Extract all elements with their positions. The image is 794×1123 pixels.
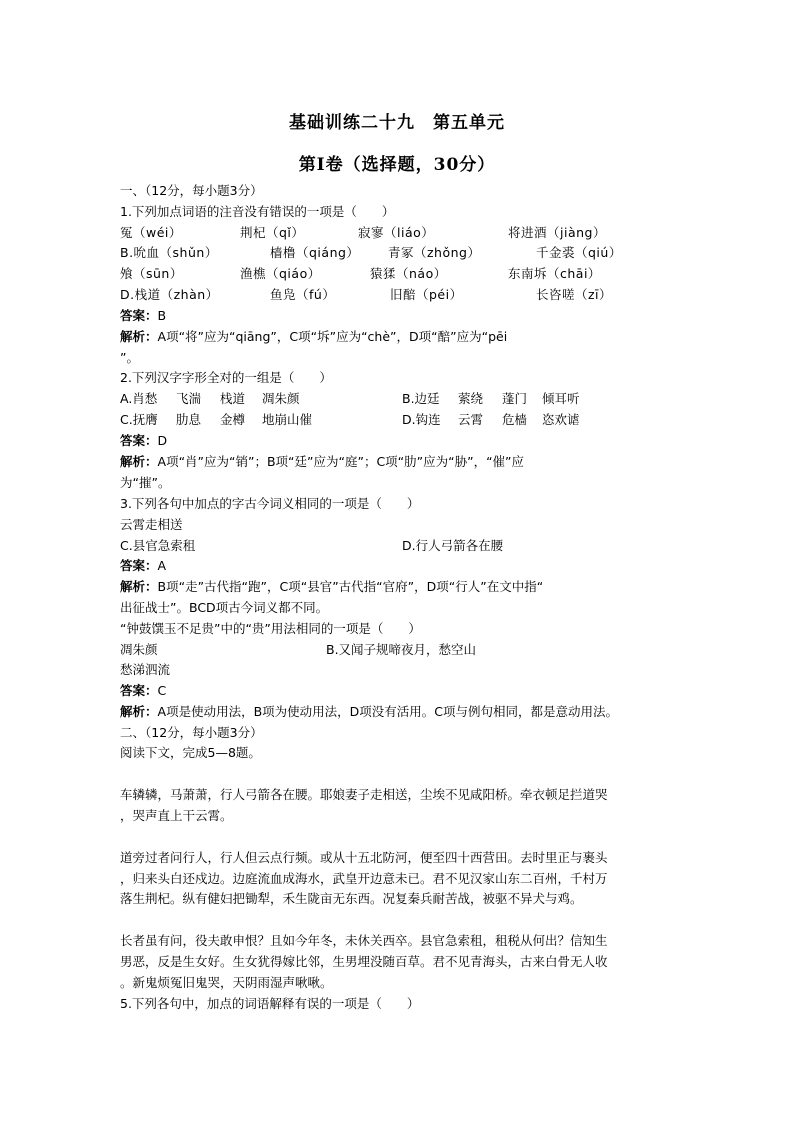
q4-stem: “钟鼓馔玉不足贵”中的“贵”用法相同的一项是（ ）	[120, 621, 421, 636]
q3-analysis-cont: 出征战士”。BCD项古今词义都不同。	[120, 600, 329, 615]
analysis-text: A项是使动用法，B项为使动用法，D项没有活用。C项与例句相同，都是意动用法。	[157, 704, 618, 719]
q1-option-c-2: 渔樵（qiáo）	[240, 266, 321, 281]
answer-label: 答案：	[120, 683, 158, 698]
passage-p2-line1: 道旁过者问行人，行人但云点行频。或从十五北防河，便至四十西营田。去时里正与裹头	[120, 850, 608, 865]
q2-option-c-3: 金樽	[220, 412, 246, 427]
passage-p1-line2: ，哭声直上干云霄。	[120, 808, 233, 823]
q1-option-b-3: 青冢（zhǒng）	[388, 245, 481, 260]
q1-option-a-3: 寂寥（liáo）	[358, 225, 435, 240]
q4-option-b: B.又闻子规啼夜月，愁空山	[326, 642, 477, 657]
q2-answer	[120, 433, 167, 449]
q3-option-c: C.县官急索租	[120, 538, 196, 553]
document-title: 基础训练二十九 第五单元	[289, 113, 505, 133]
section2-header: 二、（12分，每小题3分）	[120, 725, 263, 740]
answer-label: 答案：	[120, 433, 158, 448]
q2-option-d-2: 云霄	[458, 412, 484, 427]
q2-option-a-3: 栈道	[220, 391, 246, 406]
answer-value: B	[157, 308, 167, 323]
q1-option-b-2: 樯橹（qiáng）	[270, 245, 360, 260]
q2-option-d-4: 恣欢谑	[542, 412, 580, 427]
analysis-label: 解析：	[120, 329, 158, 344]
answer-value: D	[157, 433, 168, 448]
q2-option-c-4: 地崩山催	[262, 412, 313, 427]
q3-analysis	[120, 579, 543, 595]
passage-p1-line1: 车辚辚，马萧萧，行人弓箭各在腰。耶娘妻子走相送，尘埃不见咸阳桥。牵衣顿足拦道哭	[120, 787, 608, 802]
analysis-text: B项“走”古代指“跑”，C项“县官”古代指“官府”，D项“行人”在文中指“	[157, 579, 544, 594]
reading-intro: 阅读下文，完成5—8题。	[120, 745, 261, 760]
analysis-label: 解析：	[120, 704, 158, 719]
q2-option-b-2: 萦绕	[458, 391, 484, 406]
passage-p3-line1: 长者虽有问，役夫敢申恨？且如今年冬，未休关西卒。县官急索租，租税从何出？信知生	[120, 933, 608, 948]
q1-option-b-4: 千金裘（qiú）	[536, 245, 622, 260]
q1-stem: 1.下列加点词语的注音没有错误的一项是（ ）	[120, 204, 395, 219]
q1-option-b-1: B.吮血（shǔn）	[120, 245, 218, 260]
answer-label: 答案：	[120, 308, 158, 323]
q2-option-d-3: 危樯	[502, 412, 528, 427]
q1-option-d-1: D.栈道（zhàn）	[120, 287, 219, 302]
q2-option-d-1: D.钩连	[402, 412, 441, 427]
passage-p2-line2: ，归来头白还戍边。边庭流血成海水，武皇开边意未已。君不见汉家山东二百州，千村万	[120, 871, 608, 886]
q1-option-a-4: 将进酒（jiàng）	[508, 225, 606, 240]
analysis-label: 解析：	[120, 454, 158, 469]
q1-option-a-2: 荆杞（qǐ）	[240, 225, 305, 240]
passage-p3-line2: 男恶，反是生女好。生女犹得嫁比邻，生男埋没随百草。君不见青海头，古来白骨无人收	[120, 954, 608, 969]
analysis-text: A项“肖”应为“销”；B项“廷”应为“庭”；C项“肋”应为“胁”，“催”应	[157, 454, 525, 469]
q1-option-a-1: 冤（wéi）	[120, 225, 182, 240]
q2-option-a-1: A.肖愁	[120, 391, 158, 406]
q1-analysis-cont: ”。	[120, 350, 139, 365]
q1-option-d-4: 长咨嗟（zī）	[536, 287, 613, 302]
q3-option-d: D.行人弓箭各在腰	[402, 538, 504, 553]
q1-answer	[120, 308, 166, 324]
q2-option-c-1: C.抚膺	[120, 412, 158, 427]
passage-p2-line3: 落生荆杞。纵有健妇把锄犁，禾生陇亩无东西。况复秦兵耐苦战，被驱不异犬与鸡。	[120, 891, 583, 906]
q4-option-a: 凋朱颜	[120, 642, 158, 657]
q2-option-a-2: 飞湍	[176, 391, 202, 406]
passage-p3-line3: 。新鬼烦冤旧鬼哭，天阴雨湿声啾啾。	[120, 975, 333, 990]
q2-analysis-cont: 为“摧”。	[120, 475, 171, 490]
analysis-text: A项“将”应为“qiāng”，C项“坼”应为“chè”，D项“醅”应为“pēi	[157, 329, 508, 344]
answer-value: A	[157, 558, 167, 573]
q2-option-b-1: B.边廷	[402, 391, 440, 406]
q4-analysis	[120, 704, 618, 720]
q3-stem: 3.下列各句中加点的字古今词义相同的一项是（ ）	[120, 496, 420, 511]
analysis-label: 解析：	[120, 579, 158, 594]
q1-option-d-2: 鱼凫（fú）	[270, 287, 336, 302]
q4-option-c: 愁涕泗流	[120, 662, 171, 677]
answer-value: C	[157, 683, 167, 698]
q2-option-b-3: 蓬门	[502, 391, 528, 406]
section-subtitle: 第Ⅰ卷（选择题，30分）	[298, 155, 496, 175]
q1-analysis	[120, 329, 507, 345]
answer-label: 答案：	[120, 558, 158, 573]
q1-option-c-3: 猿猱（náo）	[370, 266, 447, 281]
q2-option-a-4: 凋朱颜	[262, 391, 300, 406]
q3-option-b: 云霄走相送	[120, 517, 183, 532]
q3-answer	[120, 558, 166, 574]
q2-stem: 2.下列汉字字形全对的一组是（ ）	[120, 370, 332, 385]
q5-stem: 5.下列各句中，加点的词语解释有误的一项是（ ）	[120, 996, 420, 1011]
q4-answer	[120, 683, 166, 699]
q1-option-c-1: 飧（sūn）	[120, 266, 183, 281]
q1-option-d-3: 旧醅（péi）	[390, 287, 463, 302]
q1-option-c-4: 东南坼（chāi）	[508, 266, 601, 281]
section1-header: 一、（12分，每小题3分）	[120, 183, 263, 198]
q2-analysis	[120, 454, 524, 470]
q2-option-c-2: 肋息	[176, 412, 202, 427]
q2-option-b-4: 倾耳听	[542, 391, 580, 406]
